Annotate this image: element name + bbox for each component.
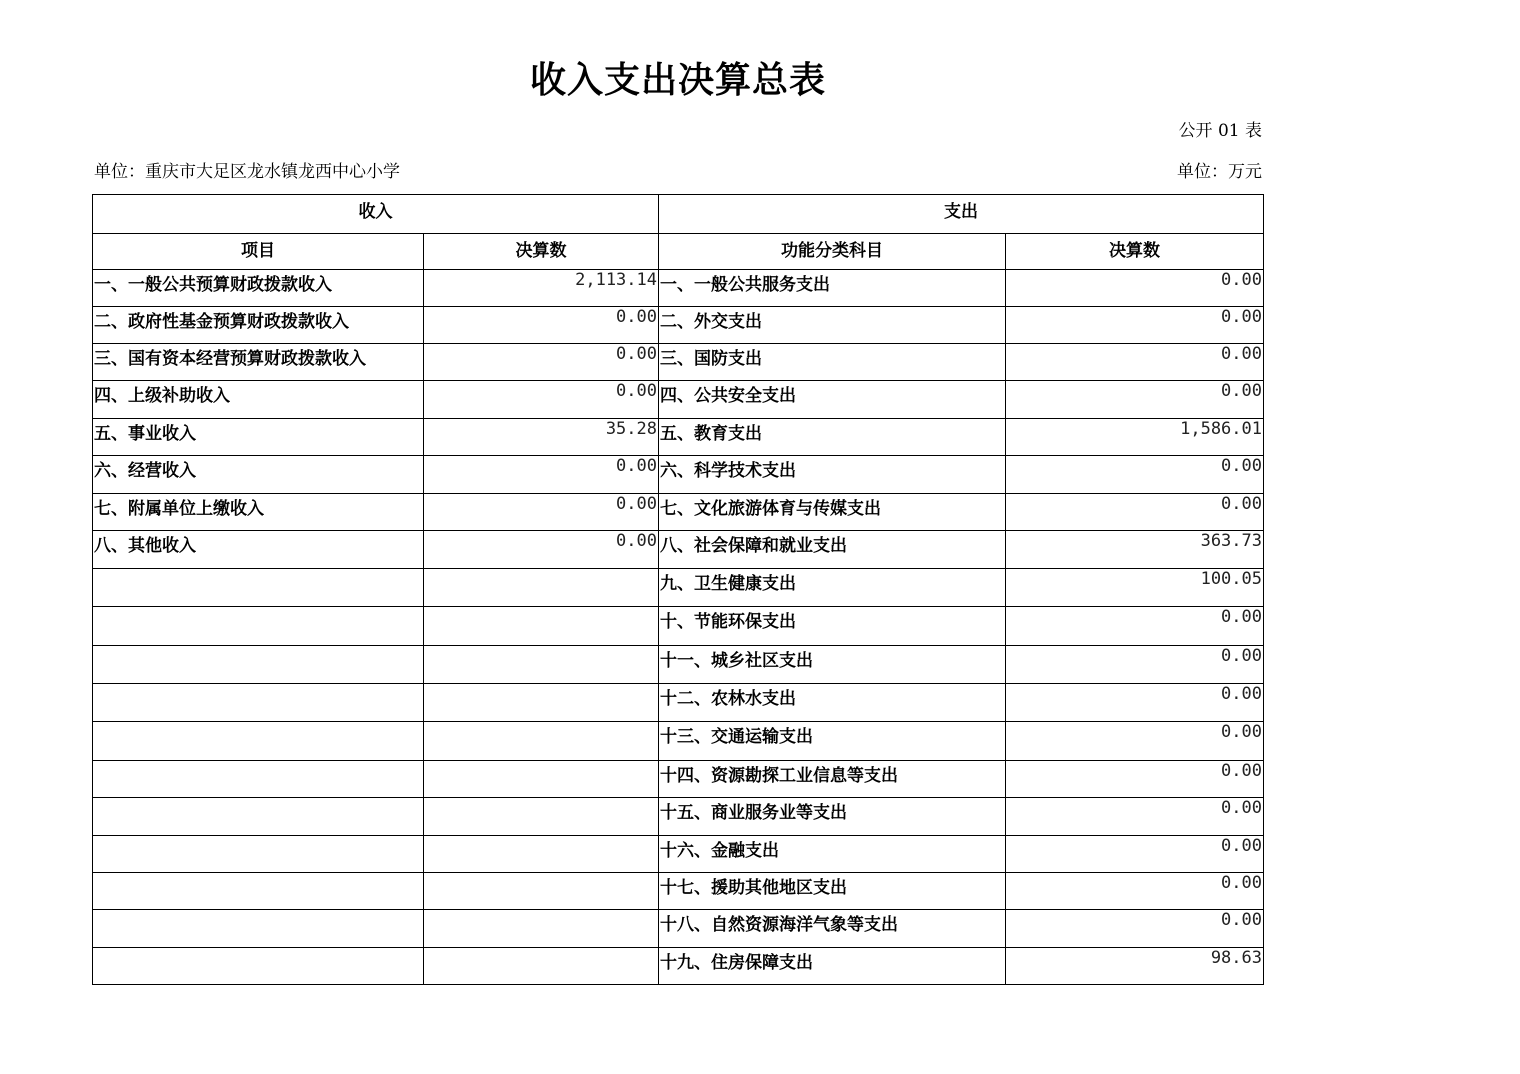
expense-item-cell: 二、外交支出 bbox=[659, 307, 1006, 344]
table-row bbox=[93, 607, 1264, 646]
income-amount-cell bbox=[424, 761, 659, 798]
expense-amount-cell: 0.00 bbox=[1006, 836, 1264, 873]
expense-item-cell: 一、一般公共服务支出 bbox=[659, 270, 1006, 307]
income-amount-cell: 0.00 bbox=[424, 456, 659, 494]
expense-amount-cell: 0.00 bbox=[1006, 607, 1264, 646]
header-income: 收入 bbox=[93, 195, 659, 234]
table-row bbox=[93, 873, 1264, 910]
expense-item-cell: 十七、援助其他地区支出 bbox=[659, 873, 1006, 910]
income-expense-table bbox=[92, 194, 1264, 985]
expense-item-cell: 十五、商业服务业等支出 bbox=[659, 798, 1006, 836]
income-amount-cell: 2,113.14 bbox=[424, 270, 659, 307]
income-item-cell: 二、政府性基金预算财政拨款收入 bbox=[93, 307, 424, 344]
income-item-cell bbox=[93, 646, 424, 684]
table-row bbox=[93, 722, 1264, 761]
income-item-cell: 六、经营收入 bbox=[93, 456, 424, 494]
expense-item-cell: 五、教育支出 bbox=[659, 419, 1006, 456]
page-title: 收入支出决算总表 bbox=[529, 59, 826, 101]
header-item: 项目 bbox=[93, 234, 424, 270]
income-amount-cell: 0.00 bbox=[424, 307, 659, 344]
income-amount-cell bbox=[424, 646, 659, 684]
income-item-cell bbox=[93, 798, 424, 836]
income-amount-cell bbox=[424, 569, 659, 607]
income-amount-cell bbox=[424, 684, 659, 722]
expense-amount-cell: 0.00 bbox=[1006, 910, 1264, 948]
table-row bbox=[93, 910, 1264, 948]
unit-currency: 单位：万元 bbox=[1177, 162, 1262, 182]
expense-item-cell: 八、社会保障和就业支出 bbox=[659, 531, 1006, 569]
table-row bbox=[93, 798, 1264, 836]
table-row bbox=[93, 569, 1264, 607]
expense-amount-cell: 0.00 bbox=[1006, 646, 1264, 684]
income-amount-cell bbox=[424, 836, 659, 873]
header-expense-amount: 决算数 bbox=[1006, 234, 1264, 270]
income-item-cell bbox=[93, 873, 424, 910]
income-item-cell bbox=[93, 607, 424, 646]
expense-amount-cell: 0.00 bbox=[1006, 873, 1264, 910]
income-item-cell bbox=[93, 722, 424, 761]
header-income-amount: 决算数 bbox=[424, 234, 659, 270]
header-expense: 支出 bbox=[659, 195, 1264, 234]
table-row bbox=[93, 494, 1264, 531]
header-row-groups bbox=[93, 195, 1264, 234]
expense-item-cell: 四、公共安全支出 bbox=[659, 381, 1006, 419]
income-amount-cell bbox=[424, 873, 659, 910]
expense-item-cell: 十三、交通运输支出 bbox=[659, 722, 1006, 761]
expense-item-cell: 十八、自然资源海洋气象等支出 bbox=[659, 910, 1006, 948]
income-item-cell: 四、上级补助收入 bbox=[93, 381, 424, 419]
header-row-columns bbox=[93, 234, 1264, 270]
income-amount-cell: 0.00 bbox=[424, 494, 659, 531]
expense-item-cell: 十二、农林水支出 bbox=[659, 684, 1006, 722]
table-row bbox=[93, 381, 1264, 419]
form-number: 公开 01 表 bbox=[1178, 121, 1262, 141]
expense-item-cell: 七、文化旅游体育与传媒支出 bbox=[659, 494, 1006, 531]
income-amount-cell: 0.00 bbox=[424, 344, 659, 381]
income-item-cell bbox=[93, 761, 424, 798]
expense-amount-cell: 0.00 bbox=[1006, 722, 1264, 761]
table-row bbox=[93, 419, 1264, 456]
income-amount-cell bbox=[424, 910, 659, 948]
income-item-cell bbox=[93, 836, 424, 873]
expense-amount-cell: 0.00 bbox=[1006, 494, 1264, 531]
expense-item-cell: 十四、资源勘探工业信息等支出 bbox=[659, 761, 1006, 798]
income-item-cell: 八、其他收入 bbox=[93, 531, 424, 569]
income-item-cell bbox=[93, 948, 424, 985]
expense-amount-cell: 0.00 bbox=[1006, 344, 1264, 381]
header-category: 功能分类科目 bbox=[659, 234, 1006, 270]
table-row bbox=[93, 270, 1264, 307]
income-item-cell: 三、国有资本经营预算财政拨款收入 bbox=[93, 344, 424, 381]
table-row bbox=[93, 646, 1264, 684]
expense-amount-cell: 1,586.01 bbox=[1006, 419, 1264, 456]
expense-amount-cell: 98.63 bbox=[1006, 948, 1264, 985]
income-amount-cell: 35.28 bbox=[424, 419, 659, 456]
income-amount-cell bbox=[424, 722, 659, 761]
expense-amount-cell: 0.00 bbox=[1006, 798, 1264, 836]
expense-item-cell: 十一、城乡社区支出 bbox=[659, 646, 1006, 684]
expense-amount-cell: 363.73 bbox=[1006, 531, 1264, 569]
income-item-cell bbox=[93, 910, 424, 948]
expense-item-cell: 十六、金融支出 bbox=[659, 836, 1006, 873]
expense-amount-cell: 0.00 bbox=[1006, 456, 1264, 494]
income-item-cell: 五、事业收入 bbox=[93, 419, 424, 456]
table-row bbox=[93, 684, 1264, 722]
expense-amount-cell: 0.00 bbox=[1006, 761, 1264, 798]
expense-amount-cell: 100.05 bbox=[1006, 569, 1264, 607]
expense-item-cell: 六、科学技术支出 bbox=[659, 456, 1006, 494]
expense-item-cell: 九、卫生健康支出 bbox=[659, 569, 1006, 607]
income-amount-cell bbox=[424, 607, 659, 646]
expense-amount-cell: 0.00 bbox=[1006, 270, 1264, 307]
table-row bbox=[93, 456, 1264, 494]
income-amount-cell bbox=[424, 798, 659, 836]
income-item-cell: 七、附属单位上缴收入 bbox=[93, 494, 424, 531]
expense-amount-cell: 0.00 bbox=[1006, 381, 1264, 419]
income-item-cell: 一、一般公共预算财政拨款收入 bbox=[93, 270, 424, 307]
income-item-cell bbox=[93, 569, 424, 607]
table-body bbox=[93, 270, 1264, 985]
expense-amount-cell: 0.00 bbox=[1006, 684, 1264, 722]
table-row bbox=[93, 344, 1264, 381]
expense-item-cell: 十、节能环保支出 bbox=[659, 607, 1006, 646]
expense-item-cell: 十九、住房保障支出 bbox=[659, 948, 1006, 985]
table-row bbox=[93, 948, 1264, 985]
income-item-cell bbox=[93, 684, 424, 722]
income-amount-cell: 0.00 bbox=[424, 531, 659, 569]
table-row bbox=[93, 307, 1264, 344]
table-row bbox=[93, 761, 1264, 798]
table-row bbox=[93, 531, 1264, 569]
income-amount-cell bbox=[424, 948, 659, 985]
table-row bbox=[93, 836, 1264, 873]
expense-item-cell: 三、国防支出 bbox=[659, 344, 1006, 381]
expense-amount-cell: 0.00 bbox=[1006, 307, 1264, 344]
income-amount-cell: 0.00 bbox=[424, 381, 659, 419]
unit-organization: 单位：重庆市大足区龙水镇龙西中心小学 bbox=[94, 162, 400, 182]
